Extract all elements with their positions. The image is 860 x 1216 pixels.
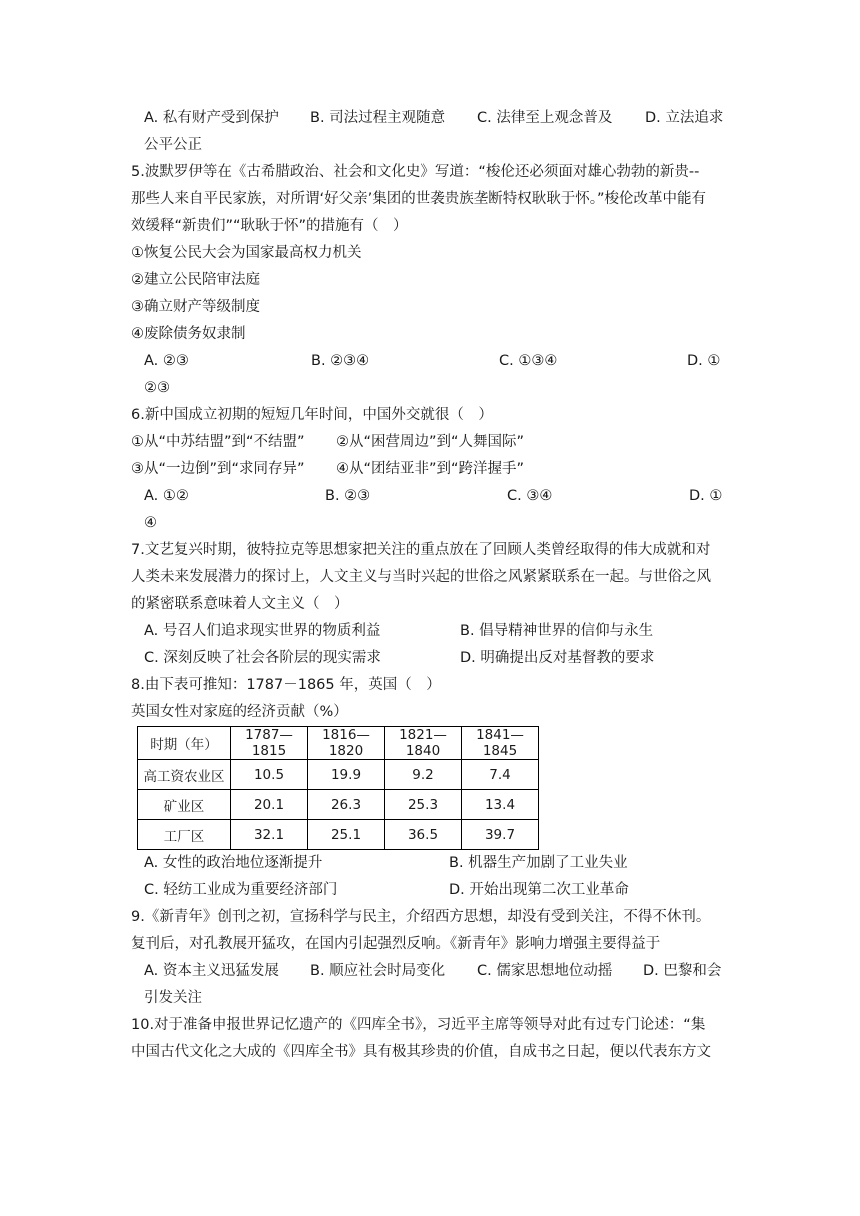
q5-item-3: ③确立财产等级制度: [131, 299, 260, 315]
q6-option-d: D. ①: [689, 488, 723, 504]
q5-item-2: ②建立公民陪审法庭: [131, 272, 260, 288]
q5-item-1: ①恢复公民大会为国家最高权力机关: [131, 245, 362, 261]
table-row-label: 矿业区: [138, 790, 231, 820]
table-row-label: 高工资农业区: [138, 760, 231, 790]
q8-option-a: A. 女性的政治地位逐渐提升: [144, 855, 323, 871]
q4-option-d: D. 立法追求: [645, 110, 724, 126]
q9-stem-line1: 9.《新青年》创刊之初，宣扬科学与民主，介绍西方思想，却没有受到关注，不得不休刊。: [131, 909, 711, 925]
table-cell: 25.1: [308, 820, 385, 850]
q5-stem-line3: 效缓释“新贵们”“耿耿于怀”的措施有（ ）: [131, 218, 408, 234]
q9-option-d: D. 巴黎和会: [643, 963, 722, 979]
q6-item-1: ①从“中苏结盟”到“不结盟”: [131, 434, 305, 450]
table-row: [138, 820, 539, 850]
q4-option-d-cont: 公平公正: [144, 137, 202, 153]
q4-option-c: C. 法律至上观念普及: [477, 110, 613, 126]
q7-option-b: B. 倡导精神世界的信仰与永生: [460, 623, 654, 639]
table-header-cell: 1787—1815: [231, 727, 308, 760]
table-cell: 20.1: [231, 790, 308, 820]
table-header-cell: 1841—1845: [462, 727, 539, 760]
q8-option-d: D. 开始出现第二次工业革命: [449, 882, 629, 898]
q8-option-b: B. 机器生产加剧了工业失业: [449, 855, 628, 871]
q5-option-b: B. ②③④: [311, 353, 370, 369]
q6-item-3: ③从“一边倒”到“求同存异”: [131, 461, 305, 477]
table-header-cell: 1816—1820: [308, 727, 385, 760]
q9-option-a: A. 资本主义迅猛发展: [144, 963, 279, 979]
table-cell: 39.7: [462, 820, 539, 850]
q4-option-a: A. 私有财产受到保护: [144, 110, 279, 126]
table-header-cell: 1821—1840: [385, 727, 462, 760]
table-cell: 10.5: [231, 760, 308, 790]
q6-stem: 6.新中国成立初期的短短几年时间，中国外交就很（ ）: [131, 407, 493, 423]
q6-option-d-cont: ④: [144, 515, 157, 531]
q5-option-d-cont: ②③: [144, 380, 170, 396]
q10-stem-line1: 10.对于准备申报世界记忆遗产的《四库全书》，习近平主席等领导对此有过专门论述：“集: [131, 1017, 706, 1033]
q5-stem-line2: 那些人来自平民家族，对所谓‘好父亲’集团的世袭贵族垄断特权耿耿于怀。”梭伦改革中能有: [131, 191, 706, 207]
table-cell: 26.3: [308, 790, 385, 820]
table-cell: 25.3: [385, 790, 462, 820]
table-header-cell: 时期（年）: [138, 727, 231, 760]
q7-stem-line1: 7.文艺复兴时期，彼特拉克等思想家把关注的重点放在了回顾人类曾经取得的伟大成就和对: [131, 542, 711, 558]
q7-stem-line2: 人类未来发展潜力的探讨上，人文主义与当时兴起的世俗之风紧紧联系在一起。与世俗之风: [131, 569, 711, 585]
q4-option-b: B. 司法过程主观随意: [310, 110, 446, 126]
q6-item-2: ②从“困营周边”到“人舞国际”: [336, 434, 525, 450]
q5-option-c: C. ①③④: [499, 353, 558, 369]
q8-table-title: 英国女性对家庭的经济贡献（%）: [131, 704, 348, 720]
q6-item-4: ④从“团结亚非”到“跨洋握手”: [336, 461, 525, 477]
table-cell: 36.5: [385, 820, 462, 850]
q6-option-c: C. ③④: [507, 488, 553, 504]
table-row: [138, 790, 539, 820]
q8-stem: 8.由下表可推知：1787－1865 年，英国（ ）: [131, 677, 441, 693]
q9-option-d-cont: 引发关注: [144, 990, 202, 1006]
q10-stem-line2: 中国古代文化之大成的《四库全书》具有极其珍贵的价值，自成书之日起，便以代表东方文: [131, 1044, 711, 1060]
q5-option-a: A. ②③: [144, 353, 189, 369]
q9-stem-line2: 复刊后，对孔教展开猛攻，在国内引起强烈反响。《新青年》影响力增强主要得益于: [131, 936, 661, 952]
q8-data-table: [137, 726, 539, 850]
table-cell: 7.4: [462, 760, 539, 790]
table-cell: 32.1: [231, 820, 308, 850]
q5-stem-line1: 5.波默罗伊等在《古希腊政治、社会和文化史》写道：“梭伦还必须面对雄心勃勃的新贵--: [131, 164, 700, 180]
q9-option-c: C. 儒家思想地位动摇: [477, 963, 613, 979]
q7-stem-line3: 的紧密联系意味着人文主义（ ）: [131, 596, 349, 612]
q9-option-b: B. 顺应社会时局变化: [310, 963, 446, 979]
q7-option-a: A. 号召人们追求现实世界的物质利益: [144, 623, 381, 639]
table-cell: 9.2: [385, 760, 462, 790]
q6-option-b: B. ②③: [325, 488, 371, 504]
q5-option-d: D. ①: [687, 353, 721, 369]
q6-option-a: A. ①②: [144, 488, 189, 504]
table-cell: 19.9: [308, 760, 385, 790]
table-header-row: [138, 727, 539, 760]
q8-option-c: C. 轻纺工业成为重要经济部门: [144, 882, 338, 898]
table-row-label: 工厂区: [138, 820, 231, 850]
table-cell: 13.4: [462, 790, 539, 820]
q5-item-4: ④废除债务奴隶制: [131, 326, 246, 342]
table-row: [138, 760, 539, 790]
q7-option-c: C. 深刻反映了社会各阶层的现实需求: [144, 650, 381, 666]
q7-option-d: D. 明确提出反对基督教的要求: [460, 650, 655, 666]
